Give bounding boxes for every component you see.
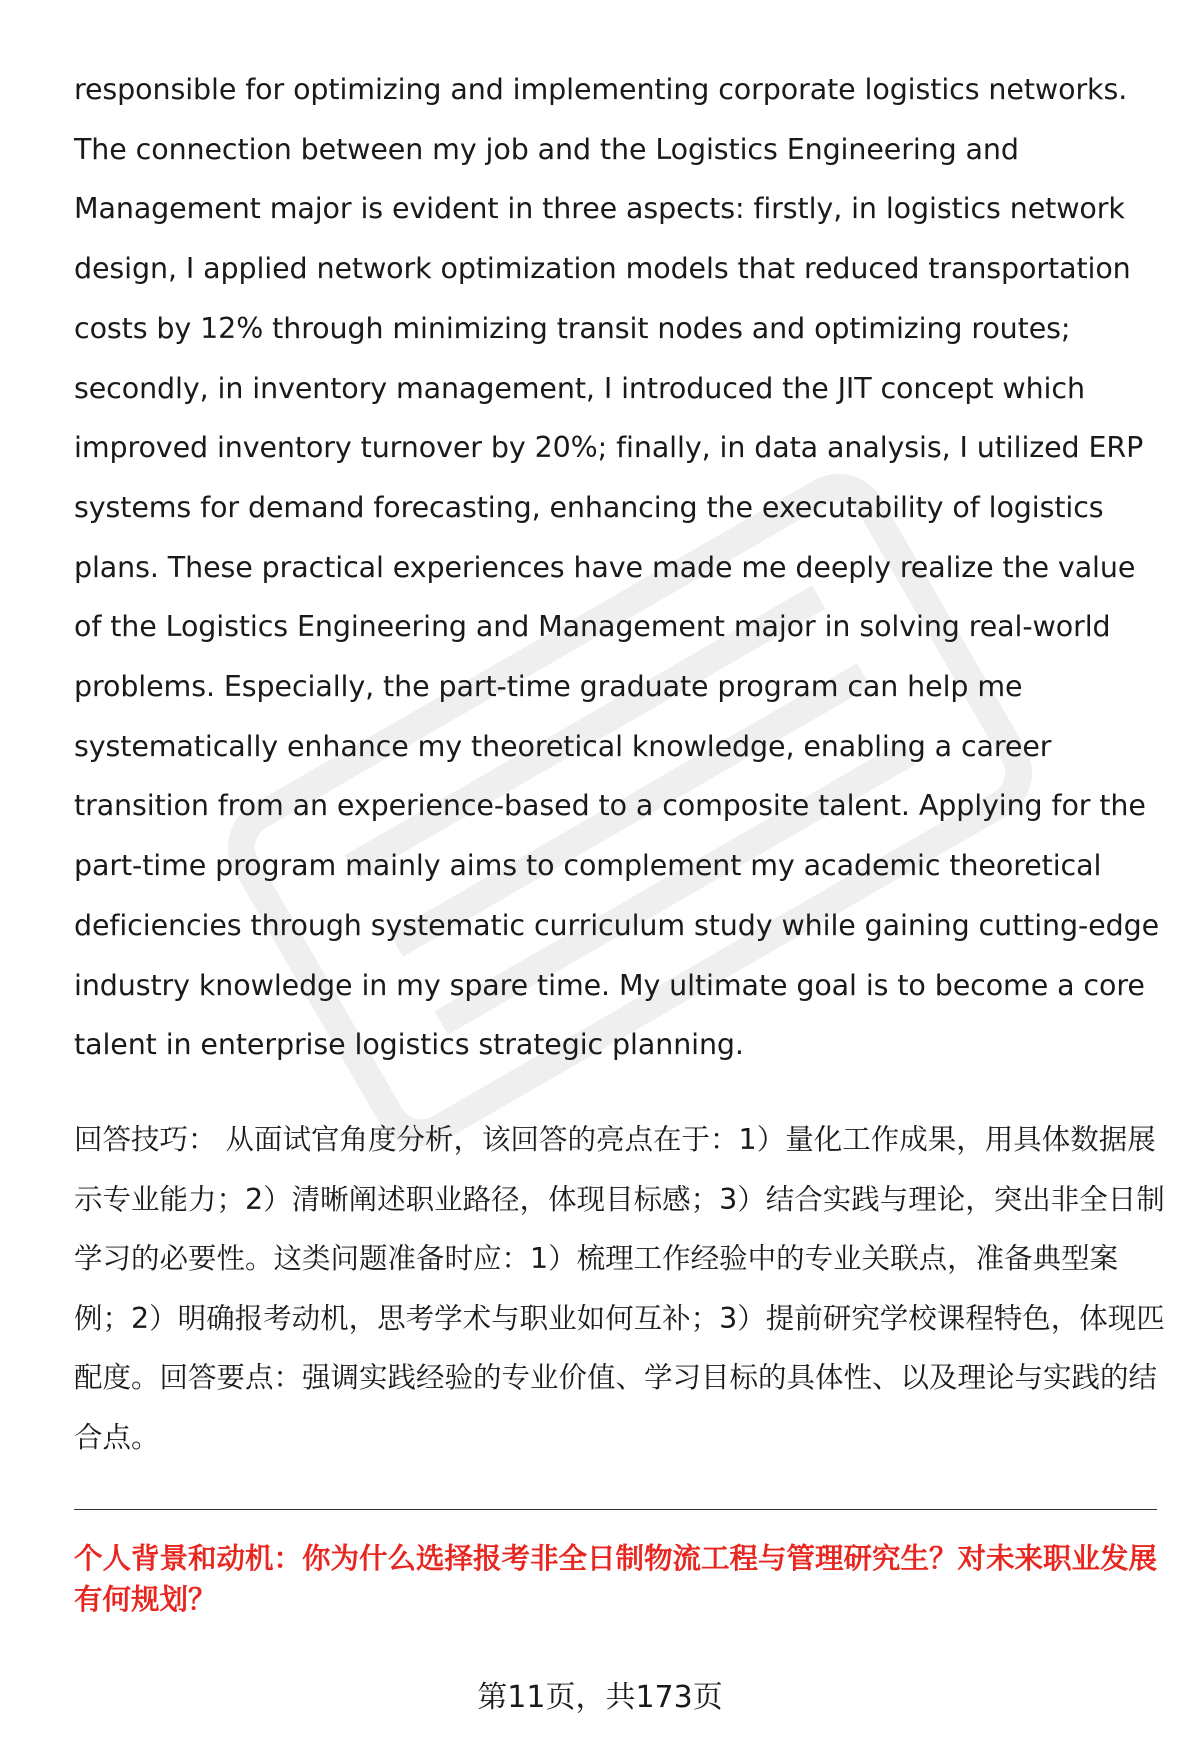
section-divider (74, 1509, 1157, 1510)
page-number-footer: 第11页，共173页 (477, 1680, 723, 1715)
answer-tips-paragraph: 回答技巧： 从面试官角度分析，该回答的亮点在于：1）量化工作成果，用具体数据展示专业能力；2）清晰阐述职业路径，体现目标感；3）结合实践与理论，突出非全日制学习的必要性。这类问题准备时应：1）梳理工作经验中的专业关联点，准备典型案例；2）明确报考动机，思考学术与职业如何互补；3）提前研究学校课程特色，体现匹配度。回答要点：强调实践经验的专业价值、学习目标的具体性、以及理论与实践的结合点。 (74, 1123, 1165, 1454)
answer-paragraph: responsible for optimizing and implementing corporate logistics networks. The connection between my job and the Logistics Engineering and Management major is evident in three aspects: firstly, in logistics network design, I applied network optimization models that reduced transportation costs by 12% through minimizing transit nodes and optimizing routes; secondly, in inventory management, I introduced the JIT concept which improved inventory turnover by 20%; finally, in data analysis, I utilized ERP systems for demand forecasting, enhancing the executability of logistics plans. These practical experiences have made me deeply realize the value of the Logistics Engineering and Management major in solving real-world problems. Especially, the part-time graduate program can help me systematically enhance my theoretical knowledge, enabling a career transition from an experience-based to a composite talent. Applying for the part-time program mainly aims to complement my academic theoretical deficiencies through systematic curriculum study while gaining cutting-edge industry knowledge in my spare time. My ultimate goal is to become a core talent in enterprise logistics strategic planning. (74, 73, 1160, 1062)
next-question-heading: 个人背景和动机：你为什么选择报考非全日制物流工程与管理研究生？对未来职业发展有何规划？ (74, 1542, 1158, 1616)
